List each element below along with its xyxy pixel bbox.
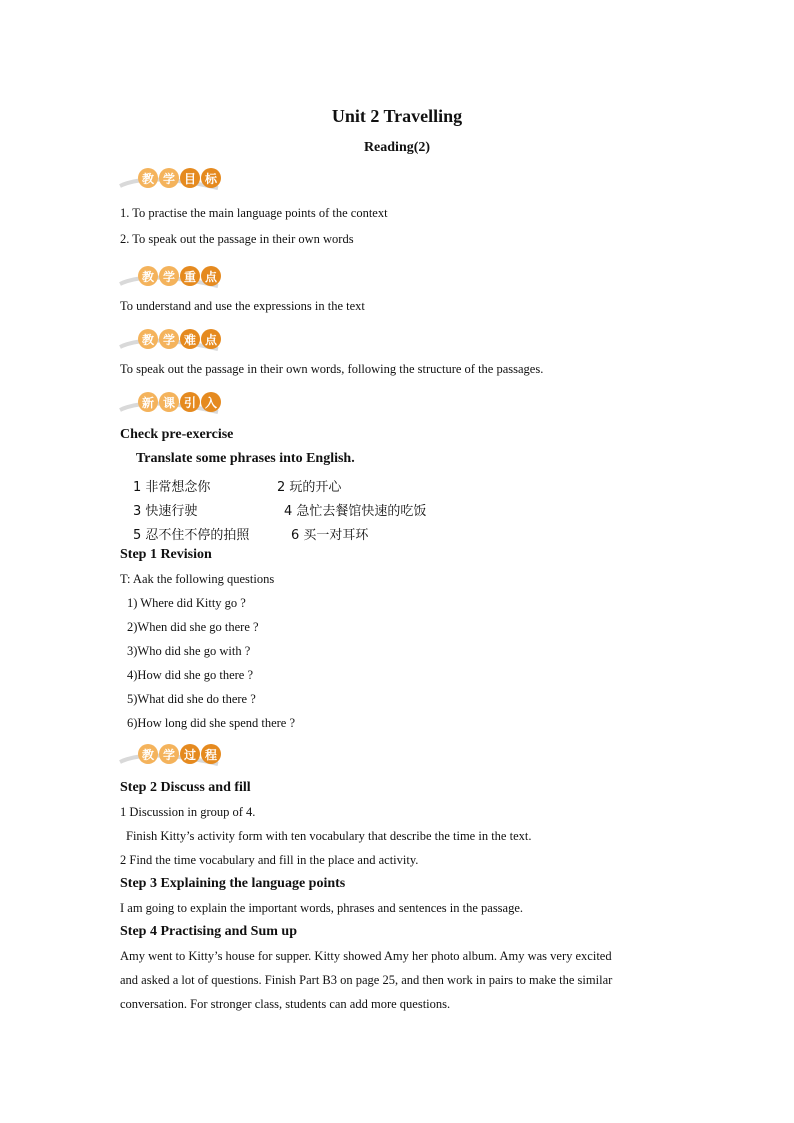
step4-line: Amy went to Kitty’s house for supper. Kitty showed Amy her photo album. Amy was very excited — [120, 949, 612, 963]
key-points-text: To understand and use the expressions in the text — [120, 299, 365, 313]
badge-char: 重 — [180, 266, 200, 286]
badge-char: 学 — [159, 744, 179, 764]
objective-item: 2. To speak out the passage in their own words — [120, 232, 354, 246]
badge-char: 点 — [201, 266, 221, 286]
objective-item: 1. To practise the main language points of the context — [120, 206, 388, 220]
phrase-item: 5 忍不住不停的拍照 — [133, 528, 250, 543]
section-badge-key-points — [118, 262, 228, 292]
badge-char: 教 — [138, 168, 158, 188]
step2-heading: Step 2 Discuss and fill — [120, 780, 251, 795]
page-title: Unit 2 Travelling — [331, 106, 463, 126]
badge-char: 过 — [180, 744, 200, 764]
badge-char: 新 — [138, 392, 158, 412]
question-item: 4)How did she go there ? — [127, 668, 254, 682]
step3-text: I am going to explain the important words, phrases and sentences in the passage. — [120, 901, 524, 915]
question-item: 1) Where did Kitty go ? — [127, 596, 246, 610]
section-badge-objectives — [118, 164, 228, 194]
question-item: 5)What did she do there ? — [127, 692, 256, 706]
question-item: 2)When did she go there ? — [127, 620, 259, 634]
badge-char: 目 — [180, 168, 200, 188]
badge-char: 学 — [159, 266, 179, 286]
step4-line: and asked a lot of questions. Finish Part B3 on page 25, and then work in pairs to make the similar — [120, 973, 613, 987]
badge-char: 引 — [180, 392, 200, 412]
step2-line: 1 Discussion in group of 4. — [120, 805, 256, 819]
step3-heading: Step 3 Explaining the language points — [120, 876, 346, 891]
badge-char: 课 — [159, 392, 179, 412]
badge-char: 教 — [138, 329, 158, 349]
badge-char: 点 — [201, 329, 221, 349]
badge-char: 难 — [180, 329, 200, 349]
phrase-item: 6 买一对耳环 — [291, 528, 369, 543]
page-subtitle: Reading(2) — [363, 140, 431, 155]
question-item: 6)How long did she spend there ? — [127, 716, 296, 730]
badge-char: 学 — [159, 329, 179, 349]
badge-char: 教 — [138, 744, 158, 764]
intro-instruction: Translate some phrases into English. — [136, 451, 355, 466]
step1-intro: T: Aak the following questions — [120, 572, 275, 586]
step4-line: conversation. For stronger class, students can add more questions. — [120, 997, 451, 1011]
step2-line: Finish Kitty’s activity form with ten vocabulary that describe the time in the text. — [126, 829, 532, 843]
step4-heading: Step 4 Practising and Sum up — [120, 924, 297, 939]
question-item: 3)Who did she go with ? — [127, 644, 251, 658]
badge-char: 标 — [201, 168, 221, 188]
badge-char: 入 — [201, 392, 221, 412]
phrase-item: 2 玩的开心 — [277, 480, 342, 495]
badge-char: 学 — [159, 168, 179, 188]
phrase-item: 3 快速行驶 — [133, 504, 198, 519]
phrase-item: 4 急忙去餐馆快速的吃饭 — [284, 504, 427, 519]
step2-line: 2 Find the time vocabulary and fill in the place and activity. — [120, 853, 419, 867]
badge-char: 教 — [138, 266, 158, 286]
section-badge-intro — [118, 388, 228, 418]
section-badge-process — [118, 740, 228, 770]
intro-heading: Check pre-exercise — [120, 427, 234, 442]
difficulties-text: To speak out the passage in their own words, following the structure of the passages. — [120, 362, 544, 376]
badge-char: 程 — [201, 744, 221, 764]
phrase-item: 1 非常想念你 — [133, 480, 211, 495]
step1-heading: Step 1 Revision — [120, 547, 212, 562]
section-badge-difficulties — [118, 325, 228, 355]
